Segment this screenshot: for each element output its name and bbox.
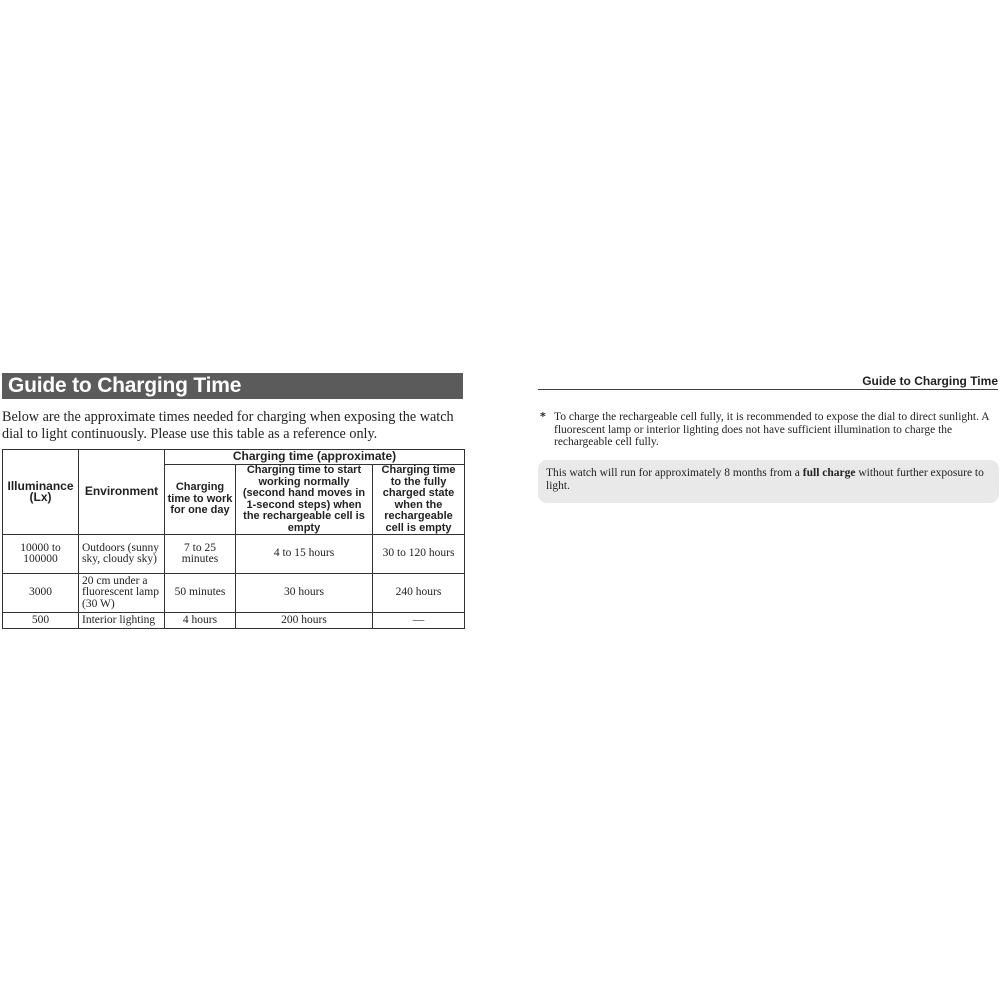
section-title: Guide to Charging Time: [2, 373, 463, 399]
header-one-day: Charging time to work for one day: [165, 465, 236, 535]
header-charging-time-group: Charging time (approximate): [165, 450, 465, 465]
charging-time-table: [2, 449, 465, 629]
cell-work-normally: 30 hours: [236, 574, 373, 613]
cell-fully-charged: 30 to 120 hours: [373, 535, 465, 574]
cell-fully-charged: —: [373, 613, 465, 629]
intro-paragraph: Below are the approximate times needed for charging when exposing the watch dial to light continuously. Please use this table as a reference only.: [2, 409, 454, 442]
cell-fully-charged: 240 hours: [373, 574, 465, 613]
cell-one-day: 4 hours: [165, 613, 236, 629]
table-row: [3, 535, 465, 574]
header-work-normally: Charging time to start working normally (second hand moves in 1-second steps) when the rechargeable cell is empty: [236, 465, 373, 535]
cell-work-normally: 200 hours: [236, 613, 373, 629]
header-environment: Environment: [79, 450, 165, 535]
footnote: [540, 411, 995, 449]
cell-one-day: 7 to 25 minutes: [165, 535, 236, 574]
cell-work-normally: 4 to 15 hours: [236, 535, 373, 574]
cell-environment: Outdoors (sunny sky, cloudy sky): [79, 535, 165, 574]
cell-illuminance: 500: [3, 613, 79, 629]
cell-environment: Interior lighting: [79, 613, 165, 629]
info-callout: [538, 460, 999, 503]
asterisk-icon: *: [540, 410, 546, 423]
cell-one-day: 50 minutes: [165, 574, 236, 613]
running-header: Guide to Charging Time: [538, 373, 998, 390]
table-row: [3, 574, 465, 613]
callout-text-start: This watch will run for approximately 8 months from a: [546, 467, 803, 479]
footnote-text: To charge the rechargeable cell fully, it is recommended to expose the dial to direct sunlight. A fluorescent lamp or interior lighting does not have sufficient illumination to charge the rechargeable cell fully.: [554, 411, 989, 448]
callout-text-end: without further exposure to light.: [546, 467, 984, 492]
table-row: [3, 613, 465, 629]
cell-illuminance: 3000: [3, 574, 79, 613]
cell-illuminance: 10000 to 100000: [3, 535, 79, 574]
table-header-row: [3, 450, 465, 465]
cell-environment: 20 cm under a fluorescent lamp (30 W): [79, 574, 165, 613]
header-illuminance: Illuminance (Lx): [3, 450, 79, 535]
callout-emphasis: full charge: [802, 467, 856, 479]
header-fully-charged: Charging time to the fully charged state when the rechargeable cell is empty: [373, 465, 465, 535]
